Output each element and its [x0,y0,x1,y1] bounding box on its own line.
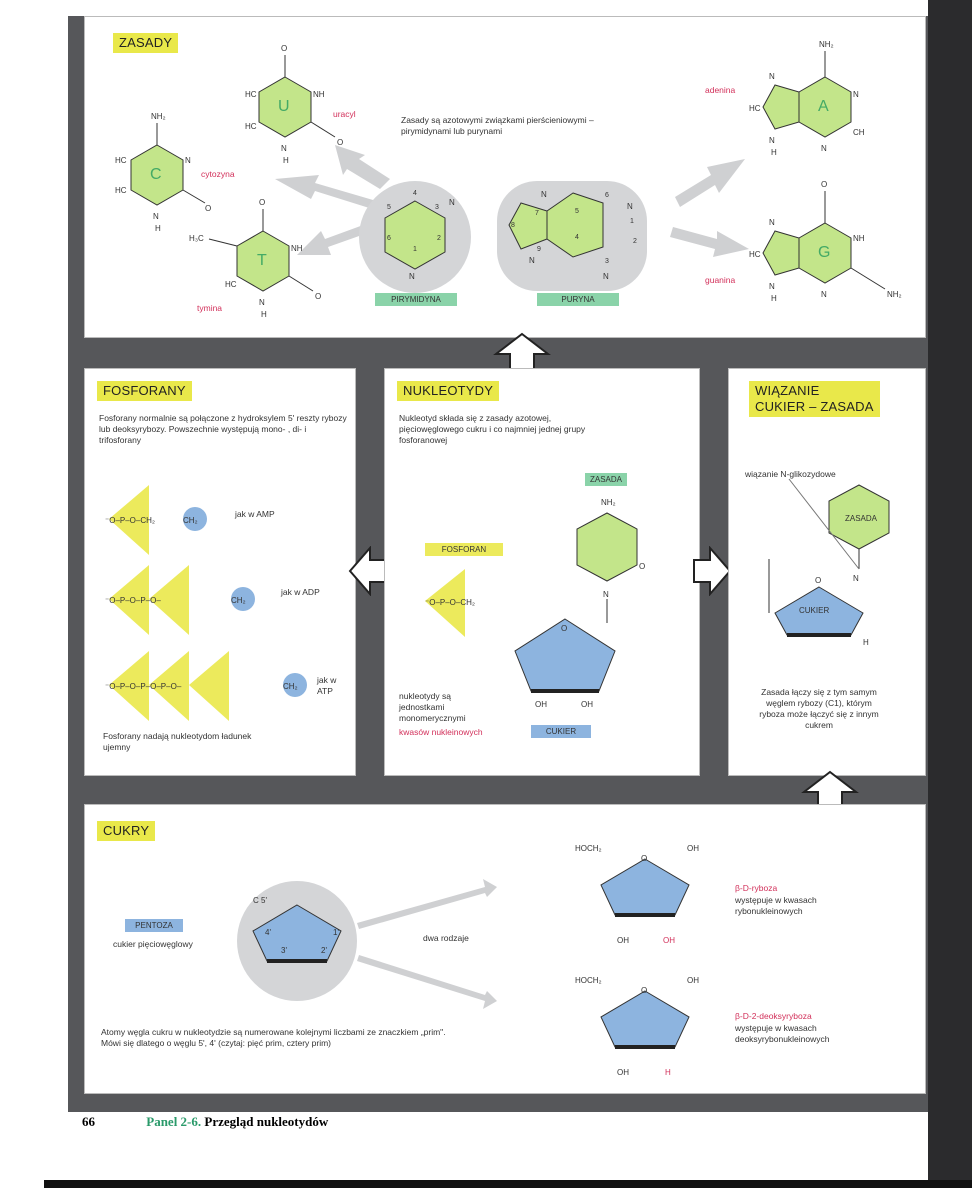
pentoza-label: PENTOZA [125,919,183,932]
svg-text:OH: OH [687,844,699,853]
ribose-name: β-D-ryboza [735,883,778,893]
svg-text:HC: HC [245,90,257,99]
sugar-diagram [85,805,926,1094]
amp-label: jak w AMP [235,509,275,519]
wiazanie-cukier: CUKIER [799,606,830,615]
svg-text:NH: NH [853,234,865,243]
right-arrow [692,546,732,596]
svg-text:N: N [769,72,775,81]
svg-text:N: N [185,156,191,165]
adenina-label: adenina [705,85,736,95]
svg-text:OH: OH [535,700,547,709]
arrow-to-adenina [675,159,745,207]
svg-text:N: N [153,212,159,221]
purine-label: PURYNA [537,293,619,306]
svg-text:O: O [641,854,648,863]
svg-text:1': 1' [333,928,339,937]
glycosidic-label: wiązanie N-glikozydowe [745,469,836,479]
svg-text:N: N [821,144,827,153]
panel-title: Przegląd nukleotydów [204,1114,329,1129]
svg-text:N: N [259,298,265,307]
page-number: 66 [82,1114,95,1129]
svg-text:NH₂: NH₂ [151,112,166,121]
svg-text:N: N [627,202,633,211]
arrow-to-uracyl [335,145,390,189]
svg-text:H: H [771,294,777,303]
svg-text:CH₂: CH₂ [231,596,246,605]
wiazanie-title-line1: WIĄZANIE [755,383,820,398]
wiazanie-description: Zasada łączy się z tym samym węglem rybozy (C1), którym ryboza może łączyć się z innym cukrem [759,687,879,730]
deoxy-name: β-D-2-deoksyryboza [735,1011,812,1021]
svg-text:3': 3' [281,946,287,955]
svg-text:N: N [529,256,535,265]
svg-text:OH: OH [617,1068,629,1077]
svg-text:O: O [337,138,344,147]
svg-text:O: O [815,576,822,585]
svg-text:N: N [821,290,827,299]
svg-text:⁻O–P–O–P–O–P–O–: ⁻O–P–O–P–O–P–O– [105,682,182,691]
nukleotydy-note-red: kwasów nukleinowych [399,727,483,737]
svg-text:HC: HC [749,104,761,113]
svg-text:1: 1 [413,246,417,253]
svg-text:OH: OH [663,936,675,945]
svg-text:N: N [449,198,455,207]
svg-text:N: N [409,272,415,281]
t-letter: T [257,252,267,269]
cukier-label: CUKIER [531,725,591,738]
svg-text:N: N [853,574,859,583]
tymina-label: tymina [197,303,223,313]
svg-text:O: O [315,292,322,301]
pentoza-desc: cukier pięciowęglowy [113,939,193,949]
page-edge-shadow [928,0,972,1188]
svg-text:NH₂: NH₂ [819,40,834,49]
svg-text:N: N [603,590,609,599]
bottom-scan-edge [44,1180,972,1188]
svg-text:CH₂: CH₂ [283,682,298,691]
zasada-label: ZASADA [585,473,627,486]
cukry-title: CUKRY [97,821,155,841]
page-footer [82,1114,328,1130]
nukleotydy-description: Nukleotyd składa się z zasady azotowej, pięciowęglowego cukru i co najmniej jednej grupy fosforanowej [399,413,586,445]
svg-text:O: O [259,198,266,207]
zasady-description: Zasady są azotowymi związkami pierścieniowymi – pirymidynami lub purynami [401,115,594,136]
svg-text:3: 3 [605,258,609,265]
c-letter: C [150,166,162,183]
panel-ref: Panel 2-6. [146,1114,202,1129]
atp-label: jak w ATP [317,675,337,696]
svg-text:N: N [769,218,775,227]
svg-text:HC: HC [225,280,237,289]
svg-text:O: O [639,562,646,571]
svg-text:C 5': C 5' [253,896,267,905]
svg-text:HOCH₂: HOCH₂ [575,844,602,853]
svg-text:HC: HC [115,186,127,195]
svg-text:H: H [863,638,869,647]
wiazanie-panel [728,368,926,776]
svg-text:2: 2 [633,238,637,245]
u-letter: U [278,98,290,115]
svg-text:HC: HC [115,156,127,165]
svg-text:O: O [821,180,828,189]
svg-text:⁻O–P–O–CH₂: ⁻O–P–O–CH₂ [105,516,156,525]
wiazanie-title-line2: CUKIER – ZASADA [755,399,874,414]
fosforany-title: FOSFORANY [97,381,192,401]
svg-text:2: 2 [437,235,441,242]
svg-text:N: N [769,136,775,145]
nukleotydy-panel [384,368,700,776]
svg-text:HC: HC [749,250,761,259]
svg-text:CH₂: CH₂ [183,516,198,525]
nukleotydy-note: nukleotydy są jednostkami monomerycznymi [399,691,466,723]
svg-text:4: 4 [575,234,579,241]
svg-text:8: 8 [511,222,515,229]
svg-text:N: N [769,282,775,291]
cukry-panel [84,804,926,1094]
left-arrow [348,546,388,596]
fosforany-footer: Fosforany nadają nukleotydom ładunek ujemny [103,731,252,752]
svg-text:6: 6 [605,192,609,199]
svg-text:O: O [561,624,568,633]
svg-text:H: H [771,148,777,157]
svg-text:O: O [205,204,212,213]
svg-text:⁻O–P–O–P–O–: ⁻O–P–O–P–O– [105,596,161,605]
svg-text:O: O [281,44,288,53]
cukry-bottom-note: Atomy węgla cukru w nukleotydzie są numerowane kolejnymi liczbami ze znaczkiem „prim". Mówi się dlatego o węglu 5', 4' (czytaj: pięć prim, cztery prim) [101,1027,446,1048]
svg-text:N: N [603,272,609,281]
two-kinds: dwa rodzaje [423,933,469,943]
phosphate-diagram [85,369,356,776]
zasady-title: ZASADY [113,33,178,53]
svg-text:HC: HC [245,122,257,131]
deoxy-desc: występuje w kwasach deoksyrybonukleinowych [735,1023,830,1044]
arrow-to-guanina [670,227,749,257]
fosforany-description: Fosforany normalnie są połączone z hydroksylem 5' reszty rybozy lub deoksyrybozy. Powszechnie występują mono- , di- i trifosforany [99,413,347,445]
svg-text:NH: NH [313,90,325,99]
ribose-desc: występuje w kwasach rybonukleinowych [735,895,817,916]
svg-text:CH: CH [853,128,865,137]
svg-text:4': 4' [265,928,271,937]
svg-text:O: O [641,986,648,995]
uracyl-label: uracyl [333,109,356,119]
svg-text:N: N [853,90,859,99]
svg-text:NH: NH [291,244,303,253]
svg-text:H: H [155,224,161,233]
cytozyna-label: cytozyna [201,169,235,179]
svg-text:5: 5 [575,208,579,215]
wiazanie-zasada: ZASADA [845,514,878,523]
g-letter: G [818,244,831,261]
svg-text:H: H [665,1068,671,1077]
svg-text:2': 2' [321,946,327,955]
svg-text:NH₂: NH₂ [887,290,902,299]
svg-text:OH: OH [581,700,593,709]
svg-text:7: 7 [535,210,539,217]
svg-text:HOCH₂: HOCH₂ [575,976,602,985]
svg-text:NH₂: NH₂ [601,498,616,507]
pyrimidine-label: PIRYMIDYNA [375,293,457,306]
svg-text:1: 1 [630,218,634,225]
fosforany-panel [84,368,356,776]
svg-text:N: N [281,144,287,153]
guanina-label: guanina [705,275,736,285]
svg-text:⁻O–P–O–CH₂: ⁻O–P–O–CH₂ [425,598,476,607]
svg-text:5: 5 [387,204,391,211]
a-letter: A [818,98,829,115]
svg-text:H: H [283,156,289,165]
svg-text:H₃C: H₃C [189,234,204,243]
svg-text:H: H [261,310,267,319]
svg-text:6: 6 [387,235,391,242]
zasady-panel [84,16,926,338]
adp-label: jak w ADP [281,587,320,597]
fosforan-label: FOSFORAN [425,543,503,556]
svg-text:9: 9 [537,246,541,253]
nukleotydy-title: NUKLEOTYDY [397,381,499,401]
svg-text:OH: OH [617,936,629,945]
svg-text:3: 3 [435,204,439,211]
svg-text:4: 4 [413,190,417,197]
svg-text:N: N [541,190,547,199]
svg-text:OH: OH [687,976,699,985]
